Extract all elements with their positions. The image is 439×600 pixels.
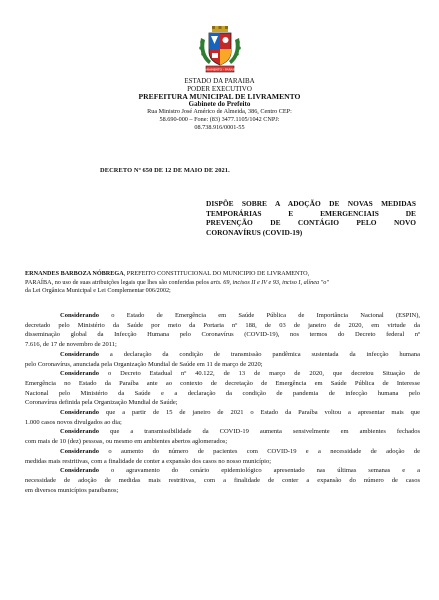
paragraph-line	[25, 466, 420, 476]
consideration-paragraph	[25, 466, 420, 495]
summary-line: TEMPORÁRIAS E EMERGENCIAIS DE	[206, 208, 416, 218]
paragraph-line: Emergência no Estado da Paraíba ante ao contexto de decretação de Emergência em Saúde Pública de Interesse	[25, 379, 420, 387]
paragraph-line	[25, 408, 420, 418]
preamble-line-2	[25, 279, 420, 288]
paragraph-text: a declaração da condição de transmissão pandêmica sustentada da infecção humana	[99, 350, 420, 358]
preamble-text: , PREFEITO CONSTITUCIONAL DO MUNICIPIO DE LIVRAMENTO,	[123, 270, 310, 277]
paragraph-line: 7.616, de 17 de novembro de 2011;	[25, 341, 117, 349]
seal-banner-text: LIVRAMENTO - PARAÍBA	[202, 67, 238, 72]
address-line-1: Rua Ministro José Américo de Almeida, 386, Centro CEP:	[147, 108, 292, 116]
considerando-keyword: Considerando	[60, 447, 100, 455]
considerando-keyword: Considerando	[60, 467, 100, 475]
paragraph-line: medidas mais restritivas, com a finalidade de conter a expansão dos casos no nosso município;	[25, 457, 272, 465]
preamble-text: PARAÍBA	[25, 278, 52, 286]
considerando-keyword: Considerando	[60, 312, 100, 319]
office-name: Gabinete do Prefeito	[188, 99, 251, 108]
consideration-paragraph	[25, 408, 420, 427]
preamble-legal-ref: arts. 69, incisos II e IV e 93, inciso I, alínea "o"	[210, 278, 329, 286]
consideration-paragraph	[25, 369, 420, 408]
paragraph-line	[25, 350, 420, 360]
considerando-keyword: Considerando	[60, 428, 100, 436]
considerando-keyword: Considerando	[60, 409, 100, 417]
paragraph-line: decretado pelo Ministério da Saúde por meio da Portaria nº 188, de 03 de janeiro de 2020, em virtude da	[25, 321, 420, 329]
city-hall-name: PREFEITURA MUNICIPAL DE LIVRAMENTO	[138, 92, 301, 102]
paragraph-line: Coronavírus definida pela Organização Mundial de Saúde;	[25, 399, 178, 407]
consideration-paragraph	[25, 311, 420, 350]
paragraph-text: o agravamento do cenário epidemiológico apresentado nas últimas semanas e a	[99, 467, 420, 475]
preamble-text: , no uso de suas atribuições legais que lhes são conferidas pelos	[51, 278, 211, 286]
decree-title: DECRETO Nº 650 DE 12 DE MAIO DE 2021.	[100, 167, 230, 174]
paragraph-line	[25, 447, 420, 457]
state-name: ESTADO DA PARAIBA	[184, 77, 255, 85]
preamble	[25, 270, 420, 296]
paragraph-line: disseminação global da Infecção Humana pelo Coronavírus (COVID-19), nos termos do Decreto federal nº	[25, 331, 420, 339]
paragraph-line: com mais de 10 (dez) pessoas, ou mesmo em ambientes abertos aglomerados;	[25, 438, 228, 446]
mayor-name: ERNANDES BARBOZA NÓBREGA	[25, 270, 124, 277]
summary-line: CORONAVÍRUS (COVID-19)	[206, 227, 303, 237]
paragraph-line	[25, 369, 420, 379]
paragraph-line: em diversos municípios paraibanos;	[25, 486, 119, 494]
coat-of-arms-icon	[197, 26, 243, 76]
considerations-list	[25, 311, 420, 495]
paragraph-text: o aumento do número de pacientes com COVID-19 e a necessidade de adoção de	[99, 447, 420, 455]
power-name: PODER EXECUTIVO	[187, 84, 252, 93]
address-line-3: 08.738.916/0001-55	[194, 123, 245, 131]
preamble-line-1	[25, 270, 420, 279]
paragraph-text: o Decreto Estadual nº 40.122, de 13 de março de 2020, que decretou Situação de	[99, 370, 420, 378]
paragraph-line: Nacional pelo Ministério da Saúde e a declaração da condição de pandemia de infecção humana pelo	[25, 389, 420, 397]
paragraph-text: o Estado de Emergência em Saúde Pública de Importância Nacional (ESPIN),	[99, 312, 420, 319]
paragraph-line: pelo Coronavírus, anunciada pela Organização Mundial de Saúde em 11 de março de 2020;	[25, 360, 263, 368]
paragraph-line: necessidade de adoção de medidas mais restritivas, com a finalidade de conter a expansão do número de casos	[25, 476, 420, 484]
considerando-keyword: Considerando	[60, 370, 100, 378]
decree-summary	[206, 199, 416, 237]
considerando-keyword: Considerando	[60, 350, 100, 358]
summary-line: DISPÕE SOBRE A ADOÇÃO DE NOVAS MEDIDAS	[206, 199, 416, 208]
consideration-paragraph	[25, 447, 420, 466]
paragraph-text: que a transmissibilidade da COVID-19 aumenta sensivelmente em ambientes fechados	[99, 428, 420, 436]
address-line-2: 58.690-000 – Fone: (83) 3477.1105/1042 CNPJ:	[159, 115, 280, 123]
paragraph-line	[25, 311, 420, 321]
consideration-paragraph	[25, 350, 420, 369]
paragraph-line: 1.000 casos novos divulgados ao dia;	[25, 418, 122, 426]
paragraph-line	[25, 427, 420, 437]
summary-line: PREVENÇÃO DE CONTÁGIO PELO NOVO	[206, 218, 416, 228]
paragraph-text: que a partir de 15 de janeiro de 2021 o Estado da Paraíba voltou a apresentar mais que	[99, 409, 420, 417]
letterhead	[40, 78, 399, 131]
consideration-paragraph	[25, 427, 420, 446]
preamble-line-3: da Lei Orgânica Municipal e Lei Complementar 006/2002;	[25, 287, 171, 295]
